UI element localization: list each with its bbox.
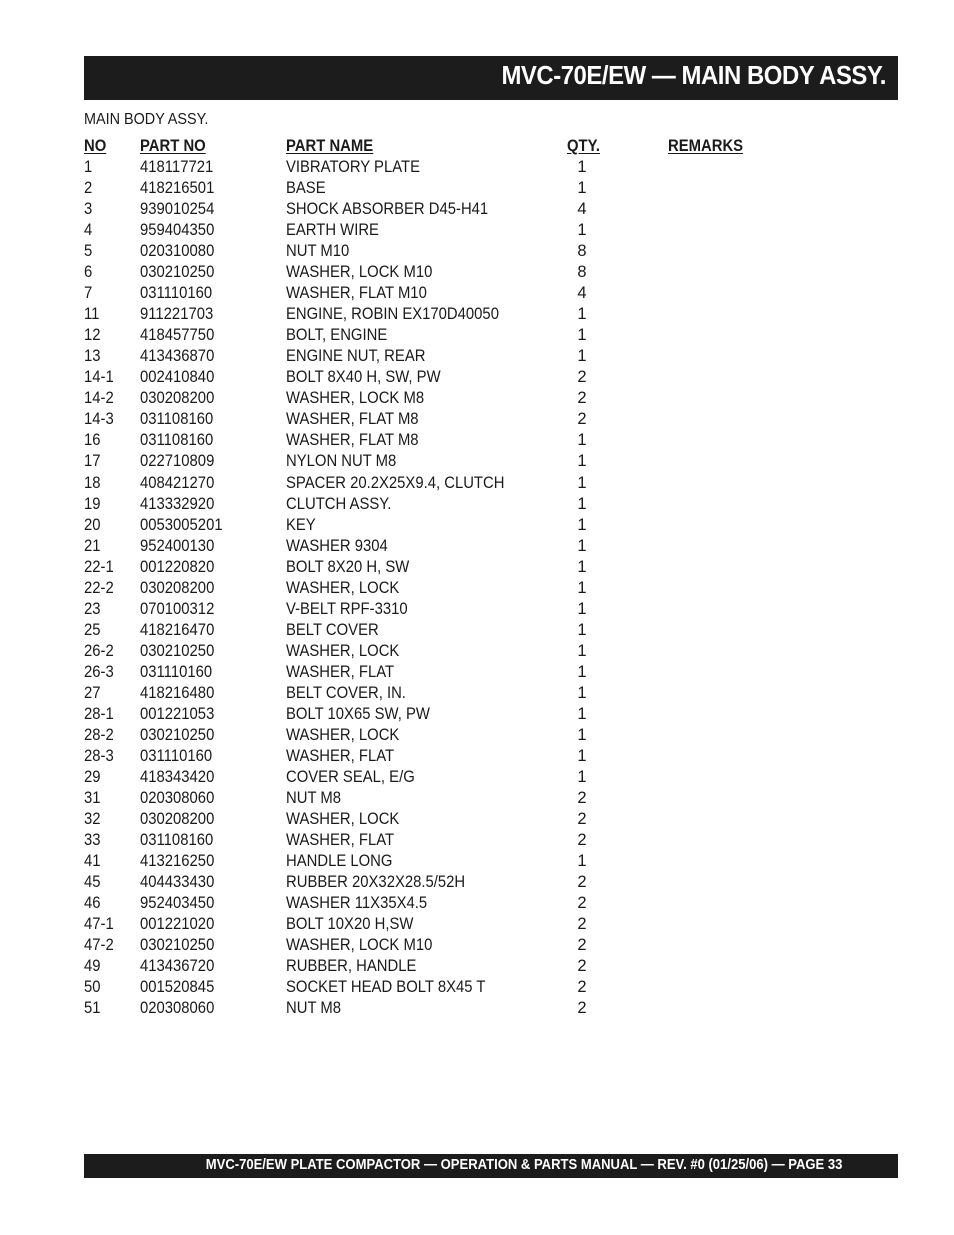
part-no-cell: 911221703	[140, 305, 214, 324]
item-no-cell: 14-2	[84, 389, 114, 408]
quantity-cell: 2	[577, 368, 587, 387]
item-no-cell: 29	[84, 767, 101, 786]
item-no-cell: 12	[84, 326, 101, 345]
item-no-cell: 47-2	[84, 936, 114, 955]
item-no-cell: 26-3	[84, 662, 114, 681]
item-no-cell: 45	[84, 873, 101, 892]
part-name-cell: WASHER, FLAT	[286, 746, 395, 765]
item-no-cell: 49	[84, 957, 101, 976]
table-row	[84, 809, 898, 830]
part-name-cell: BELT COVER	[286, 620, 379, 639]
table-row	[84, 851, 898, 872]
table-row	[84, 578, 898, 599]
part-name-cell: SPACER 20.2X25X9.4, CLUTCH	[286, 473, 505, 492]
part-no-cell: 413436870	[140, 347, 215, 366]
quantity-cell: 1	[577, 578, 587, 597]
part-no-cell: 020308060	[140, 788, 215, 807]
part-no-cell: 418216470	[140, 620, 215, 639]
item-no-cell: 51	[84, 999, 101, 1018]
table-row	[84, 178, 898, 199]
part-no-cell: 404433430	[140, 873, 215, 892]
quantity-cell: 1	[577, 305, 587, 324]
part-name-cell: NUT M8	[286, 999, 342, 1018]
part-no-cell: 030208200	[140, 389, 215, 408]
item-no-cell: 20	[84, 515, 101, 534]
part-name-cell: WASHER, LOCK	[286, 725, 400, 744]
part-no-cell: 952403450	[140, 894, 215, 913]
quantity-cell: 2	[577, 936, 587, 955]
item-no-cell: 19	[84, 494, 101, 513]
item-no-cell: 13	[84, 347, 101, 366]
quantity-cell: 1	[577, 557, 587, 576]
part-no-cell: 413216250	[140, 852, 215, 871]
quantity-cell: 2	[577, 999, 587, 1018]
column-header-no: NO	[84, 137, 107, 155]
section-label: MAIN BODY ASSY.	[84, 111, 209, 128]
quantity-cell: 1	[577, 662, 587, 681]
table-row	[84, 914, 898, 935]
quantity-cell: 1	[577, 347, 587, 366]
quantity-cell: 1	[577, 599, 587, 618]
part-name-cell: BOLT 10X65 SW, PW	[286, 704, 430, 723]
item-no-cell: 3	[84, 200, 93, 219]
quantity-cell: 1	[577, 536, 587, 555]
page-footer-text: MVC-70E/EW PLATE COMPACTOR — OPERATION & PARTS MANUAL — REV. #0 (01/25/06) — PAGE 33	[205, 1157, 842, 1173]
table-row	[84, 157, 898, 178]
table-row	[84, 283, 898, 304]
part-name-cell: RUBBER, HANDLE	[286, 957, 417, 976]
part-no-cell: 418216501	[140, 179, 215, 198]
quantity-cell: 2	[577, 810, 587, 828]
part-name-cell: WASHER, FLAT M8	[286, 431, 419, 450]
table-row	[84, 557, 898, 578]
part-name-cell: WASHER, LOCK	[286, 641, 400, 660]
part-name-cell: WASHER, FLAT	[286, 831, 395, 850]
quantity-cell: 2	[577, 915, 587, 934]
table-row	[84, 872, 898, 893]
item-no-cell: 11	[84, 305, 100, 324]
part-name-cell: WASHER, FLAT	[286, 662, 395, 681]
item-no-cell: 17	[84, 452, 101, 471]
part-no-cell: 408421270	[140, 473, 215, 492]
table-row	[84, 599, 898, 620]
part-no-cell: 959404350	[140, 221, 215, 240]
part-no-cell: 952400130	[140, 536, 215, 555]
part-name-cell: HANDLE LONG	[286, 852, 393, 871]
quantity-cell: 1	[577, 431, 587, 450]
table-row	[84, 515, 898, 536]
quantity-cell: 2	[577, 978, 587, 997]
table-row	[84, 409, 898, 430]
part-name-cell: SOCKET HEAD BOLT 8X45 T	[286, 978, 486, 997]
part-no-cell: 030208200	[140, 810, 215, 828]
part-no-cell: 418216480	[140, 683, 215, 702]
table-row	[84, 956, 898, 977]
part-name-cell: V-BELT RPF-3310	[286, 599, 408, 618]
table-row	[84, 494, 898, 515]
quantity-cell: 1	[577, 620, 587, 639]
part-name-cell: WASHER, FLAT M8	[286, 410, 419, 429]
part-name-cell: BOLT 10X20 H,SW	[286, 915, 414, 934]
part-no-cell: 031108160	[140, 431, 214, 450]
part-no-cell: 001221020	[140, 915, 215, 934]
item-no-cell: 18	[84, 473, 101, 492]
item-no-cell: 25	[84, 620, 101, 639]
table-row	[84, 620, 898, 641]
part-no-cell: 030210250	[140, 641, 215, 660]
quantity-cell: 1	[577, 852, 587, 871]
item-no-cell: 27	[84, 683, 101, 702]
table-row	[84, 451, 898, 472]
part-no-cell: 939010254	[140, 200, 215, 219]
quantity-cell: 2	[577, 873, 587, 892]
part-name-cell: WASHER, FLAT M10	[286, 284, 427, 303]
part-no-cell: 001221053	[140, 704, 215, 723]
part-no-cell: 001220820	[140, 557, 215, 576]
table-row	[84, 388, 898, 409]
table-row	[84, 430, 898, 451]
part-name-cell: WASHER, LOCK	[286, 810, 400, 828]
part-name-cell: WASHER, LOCK M8	[286, 389, 425, 408]
part-name-cell: NUT M8	[286, 788, 342, 807]
table-row	[84, 704, 898, 725]
quantity-cell: 4	[577, 284, 587, 303]
quantity-cell: 8	[577, 242, 587, 261]
item-no-cell: 26-2	[84, 641, 114, 660]
quantity-cell: 1	[577, 746, 587, 765]
part-no-cell: 002410840	[140, 368, 215, 387]
item-no-cell: 23	[84, 599, 101, 618]
item-no-cell: 16	[84, 431, 101, 450]
quantity-cell: 8	[577, 263, 587, 282]
part-name-cell: COVER SEAL, E/G	[286, 767, 415, 786]
part-name-cell: BELT COVER, IN.	[286, 683, 406, 702]
quantity-cell: 1	[577, 767, 587, 786]
part-name-cell: ENGINE NUT, REAR	[286, 347, 426, 366]
item-no-cell: 33	[84, 831, 101, 850]
part-no-cell: 031110160	[140, 746, 213, 765]
table-row	[84, 683, 898, 704]
quantity-cell: 1	[577, 452, 587, 471]
table-row	[84, 346, 898, 367]
parts-table	[84, 136, 898, 1019]
item-no-cell: 41	[84, 852, 101, 871]
part-no-cell: 0053005201	[140, 515, 223, 534]
table-row	[84, 662, 898, 683]
part-no-cell: 030208200	[140, 578, 215, 597]
part-no-cell: 418343420	[140, 767, 215, 786]
page-footer-bar	[84, 1154, 898, 1178]
item-no-cell: 22-2	[84, 578, 114, 597]
item-no-cell: 28-3	[84, 746, 114, 765]
table-row	[84, 473, 898, 494]
table-row	[84, 746, 898, 767]
part-name-cell: EARTH WIRE	[286, 221, 379, 240]
part-no-cell: 070100312	[140, 599, 215, 618]
item-no-cell: 32	[84, 810, 101, 828]
quantity-cell: 1	[577, 326, 587, 345]
part-name-cell: RUBBER 20X32X28.5/52H	[286, 873, 466, 892]
part-name-cell: ENGINE, ROBIN EX170D40050	[286, 305, 499, 324]
part-no-cell: 030210250	[140, 263, 215, 282]
item-no-cell: 22-1	[84, 557, 114, 576]
table-row	[84, 262, 898, 283]
item-no-cell: 46	[84, 894, 101, 913]
quantity-cell: 2	[577, 788, 587, 807]
quantity-cell: 1	[577, 725, 587, 744]
table-row	[84, 998, 898, 1019]
table-row	[84, 641, 898, 662]
part-no-cell: 413332920	[140, 494, 215, 513]
table-row	[84, 767, 898, 788]
table-row	[84, 788, 898, 809]
part-name-cell: BOLT 8X40 H, SW, PW	[286, 368, 441, 387]
quantity-cell: 1	[577, 221, 587, 240]
item-no-cell: 47-1	[84, 915, 114, 934]
part-name-cell: CLUTCH ASSY.	[286, 494, 392, 513]
table-body	[84, 157, 898, 1019]
table-header-row	[84, 136, 898, 157]
table-row	[84, 536, 898, 557]
column-header-part-name: PART NAME	[286, 137, 374, 155]
item-no-cell: 4	[84, 221, 93, 240]
quantity-cell: 1	[577, 473, 587, 492]
part-no-cell: 030210250	[140, 725, 215, 744]
quantity-cell: 1	[577, 704, 587, 723]
item-no-cell: 28-2	[84, 725, 114, 744]
quantity-cell: 1	[577, 179, 587, 198]
quantity-cell: 4	[577, 200, 587, 219]
table-row	[84, 725, 898, 746]
quantity-cell: 1	[577, 515, 587, 534]
part-name-cell: WASHER, LOCK M10	[286, 936, 433, 955]
item-no-cell: 14-1	[84, 368, 114, 387]
column-header-remarks: REMARKS	[668, 137, 744, 155]
item-no-cell: 7	[84, 284, 93, 303]
item-no-cell: 5	[84, 242, 93, 261]
part-name-cell: BASE	[286, 179, 326, 198]
part-name-cell: VIBRATORY PLATE	[286, 158, 420, 177]
part-no-cell: 031108160	[140, 831, 214, 850]
part-name-cell: BOLT 8X20 H, SW	[286, 557, 410, 576]
page-header-bar	[84, 56, 898, 100]
quantity-cell: 1	[577, 683, 587, 702]
quantity-cell: 1	[577, 158, 587, 177]
part-name-cell: SHOCK ABSORBER D45-H41	[286, 200, 489, 219]
table-row	[84, 199, 898, 220]
table-row	[84, 935, 898, 956]
item-no-cell: 31	[84, 788, 101, 807]
table-row	[84, 220, 898, 241]
part-name-cell: WASHER, LOCK M10	[286, 263, 433, 282]
table-row	[84, 304, 898, 325]
part-no-cell: 022710809	[140, 452, 215, 471]
quantity-cell: 2	[577, 831, 587, 850]
item-no-cell: 21	[84, 536, 101, 555]
table-row	[84, 893, 898, 914]
part-name-cell: WASHER 9304	[286, 536, 388, 555]
part-no-cell: 418117721	[140, 158, 214, 177]
part-no-cell: 031110160	[140, 662, 213, 681]
item-no-cell: 6	[84, 263, 93, 282]
item-no-cell: 50	[84, 978, 101, 997]
part-name-cell: NUT M10	[286, 242, 350, 261]
quantity-cell: 2	[577, 894, 587, 913]
part-no-cell: 001520845	[140, 978, 215, 997]
table-row	[84, 241, 898, 262]
part-name-cell: BOLT, ENGINE	[286, 326, 388, 345]
column-header-qty: QTY.	[567, 137, 601, 155]
part-name-cell: WASHER, LOCK	[286, 578, 400, 597]
part-no-cell: 020310080	[140, 242, 215, 261]
part-no-cell: 030210250	[140, 936, 215, 955]
item-no-cell: 1	[84, 158, 93, 177]
table-row	[84, 830, 898, 851]
item-no-cell: 14-3	[84, 410, 114, 429]
part-no-cell: 413436720	[140, 957, 215, 976]
item-no-cell: 2	[84, 179, 93, 198]
table-row	[84, 325, 898, 346]
table-row	[84, 367, 898, 388]
item-no-cell: 28-1	[84, 704, 114, 723]
part-name-cell: KEY	[286, 515, 316, 534]
part-no-cell: 031110160	[140, 284, 213, 303]
page-title: MVC-70E/EW — MAIN BODY ASSY.	[501, 60, 886, 90]
quantity-cell: 2	[577, 957, 587, 976]
quantity-cell: 1	[577, 494, 587, 513]
table-row	[84, 977, 898, 998]
quantity-cell: 2	[577, 410, 587, 429]
part-no-cell: 418457750	[140, 326, 215, 345]
part-no-cell: 031108160	[140, 410, 214, 429]
part-no-cell: 020308060	[140, 999, 215, 1018]
part-name-cell: NYLON NUT M8	[286, 452, 397, 471]
quantity-cell: 1	[577, 641, 587, 660]
quantity-cell: 2	[577, 389, 587, 408]
column-header-part-no: PART NO	[140, 137, 206, 155]
part-name-cell: WASHER 11X35X4.5	[286, 894, 428, 913]
